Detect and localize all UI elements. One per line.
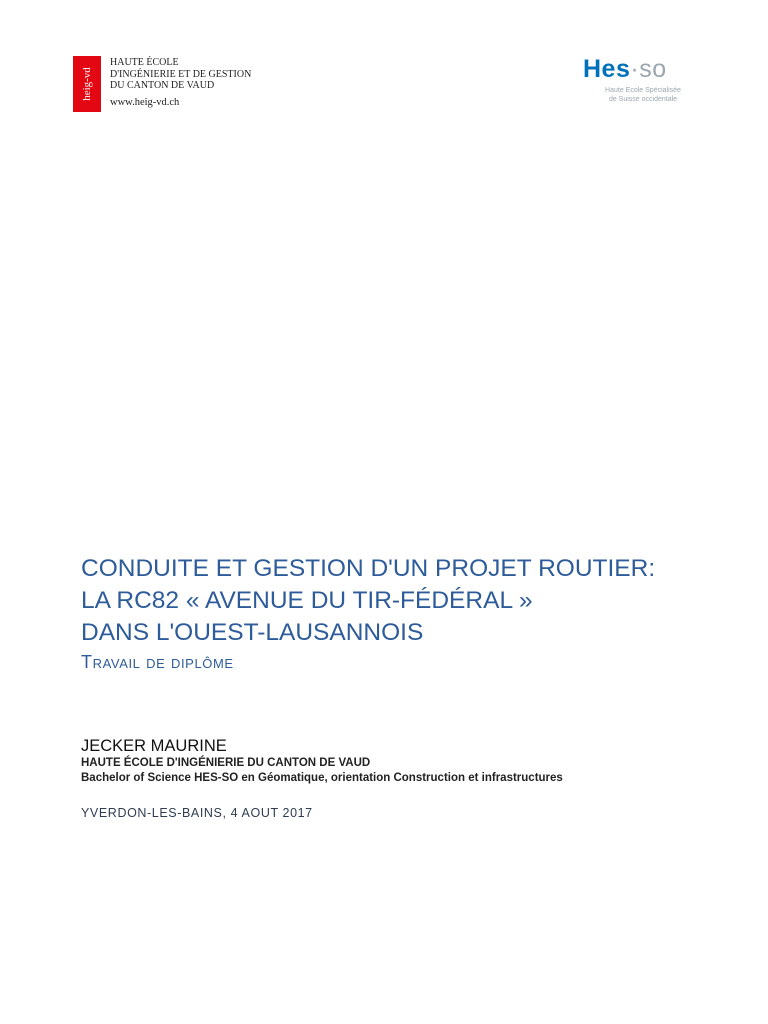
title-line: DANS L'OUEST-LAUSANNOIS [81, 619, 424, 646]
school-name [110, 57, 251, 108]
school-name-line: DU CANTON DE VAUD [110, 80, 215, 91]
author-degree: Bachelor of Science HES-SO en Géomatique, orientation Construction et infrastructures [81, 772, 563, 784]
hes-so-logo [583, 55, 703, 111]
author-name: JECKER MAURINE [81, 737, 227, 755]
heig-vd-logo [73, 56, 101, 112]
school-url: www.heig-vd.ch [110, 96, 180, 108]
author-block [81, 736, 761, 786]
title-line: CONDUITE ET GESTION D'UN PROJET ROUTIER: [81, 555, 656, 582]
author-institution: HAUTE ÉCOLE D'INGÉNIERIE DU CANTON DE VAUD [81, 757, 371, 769]
heig-vd-logo-mark: heig-vd [81, 67, 93, 101]
hes-so-logo-wordmark: Hes·so [583, 55, 667, 83]
hes-so-tagline-line: Haute Ecole Spécialisée [605, 87, 681, 94]
hes-so-tagline-line: de Suisse occidentale [608, 96, 678, 103]
document-title [81, 553, 761, 673]
school-name-line: HAUTE ÉCOLE [110, 57, 179, 68]
school-name-line: D'INGÉNIERIE ET DE GESTION [110, 68, 252, 80]
hes-so-tagline [595, 86, 691, 104]
document-subtitle: Travail de diplôme [81, 652, 234, 672]
place-date: YVERDON-LES-BAINS, 4 AOUT 2017 [81, 806, 313, 820]
title-line: LA RC82 « AVENUE DU TIR-FÉDÉRAL » [81, 587, 533, 614]
